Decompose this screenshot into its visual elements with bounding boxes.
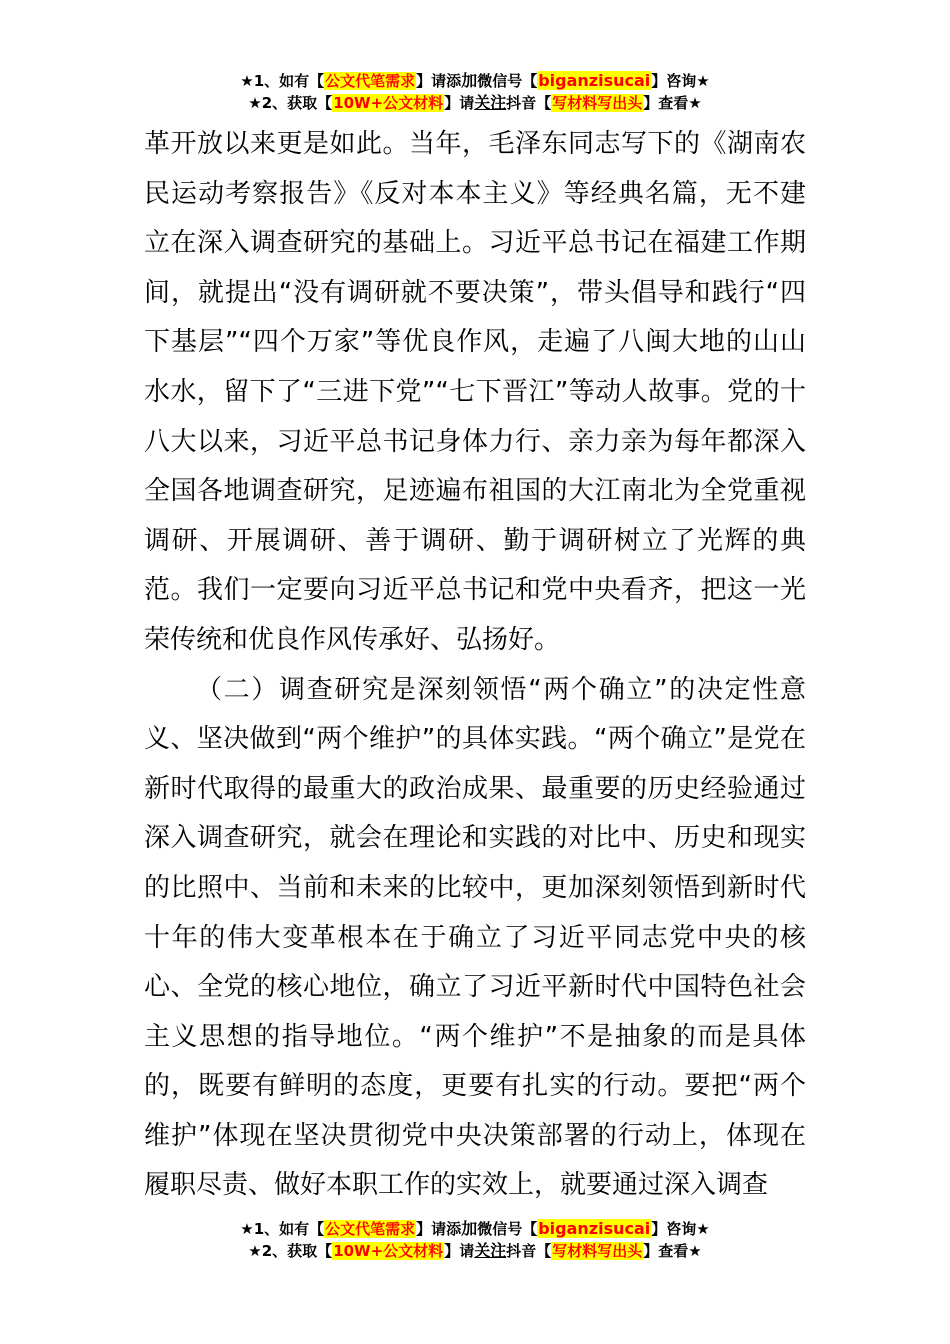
banner-line-2 [0, 92, 950, 114]
banner-text: 关注 [474, 93, 507, 112]
banner-highlight: 公文代笔需求 [325, 1220, 416, 1238]
banner-text: 】查看★ [643, 1242, 702, 1260]
banner-text: 微信号【 [477, 72, 538, 90]
banner-highlight: 写材料写出头 [552, 1242, 643, 1260]
paragraph: （二）调查研究是深刻领悟“两个确立”的决定性意义、坚决做到“两个维护”的具体实践。“两个确立”是党在新时代取得的最重大的政治成果、最重要的历史经验通过深入调查研究，就会在理论和实践的对比中、历史和现实的比照中、当前和未来的比较中，更加深刻领悟到新时代十年的伟大变革根本在于确立了习近平同志党中央的核心、全党的核心地位，确立了习近平新时代中国特色社会主义思想的指导地位。“两个维护”不是抽象的而是具体的，既要有鲜明的态度，更要有扎实的行动。要把“两个维护”体现在坚决贯彻党中央决策部署的行动上，体现在履职尽责、做好本职工作的实效上，就要通过深入调查 [144, 674, 806, 1201]
banner-text: 关注 [474, 1241, 507, 1260]
banner-text: ★1、如有【 [240, 72, 325, 90]
banner-text: 】请添 [416, 1220, 462, 1238]
banner-highlight: 10W+公文材料 [333, 1242, 444, 1260]
banner-text: 加 [461, 1219, 478, 1238]
banner-text: 抖音【 [506, 94, 552, 112]
banner-text: 加 [461, 71, 478, 90]
banner-text: 】请 [444, 94, 475, 112]
banner-text: 】查看★ [643, 94, 702, 112]
banner-text: ★2、获取【 [248, 1242, 333, 1260]
banner-text: 微信号【 [477, 1220, 538, 1238]
banner-text: 】请 [444, 1242, 475, 1260]
banner-text: ★2、获取【 [248, 94, 333, 112]
banner-text: 】咨询★ [651, 1220, 710, 1238]
banner-line-1 [0, 1218, 950, 1240]
banner-line-2 [0, 1240, 950, 1262]
banner-text: 】请添 [416, 72, 462, 90]
paragraph: 革开放以来更是如此。当年，毛泽东同志写下的《湖南农民运动考察报告》《反对本本主义》等经典名篇，无不建立在深入调查研究的基础上。习近平总书记在福建工作期间，就提出“没有调研就不要决策”，带头倡导和践行“四下基层”“四个万家”等优良作风，走遍了八闽大地的山山水水，留下了“三进下党”“七下晋江”等动人故事。党的十八大以来，习近平总书记身体力行、亲力亲为每年都深入全国各地调查研究，足迹遍布祖国的大江南北为全党重视调研、开展调研、善于调研、勤于调研树立了光辉的典范。我们一定要向习近平总书记和党中央看齐，把这一光荣传统和优良作风传承好、弘扬好。 [144, 129, 806, 655]
banner-highlight: 10W+公文材料 [333, 94, 444, 112]
banner-highlight: 写材料写出头 [552, 94, 643, 112]
banner-text: 】咨询★ [651, 72, 710, 90]
banner-text: ★1、如有【 [240, 1220, 325, 1238]
banner-highlight: biganzisucai [538, 1219, 651, 1238]
document-body [144, 120, 806, 1211]
footer-banner [0, 1218, 950, 1262]
banner-line-1 [0, 70, 950, 92]
header-banner [0, 70, 950, 114]
banner-highlight: 公文代笔需求 [325, 72, 416, 90]
banner-highlight: biganzisucai [538, 71, 651, 90]
banner-text: 抖音【 [506, 1242, 552, 1260]
